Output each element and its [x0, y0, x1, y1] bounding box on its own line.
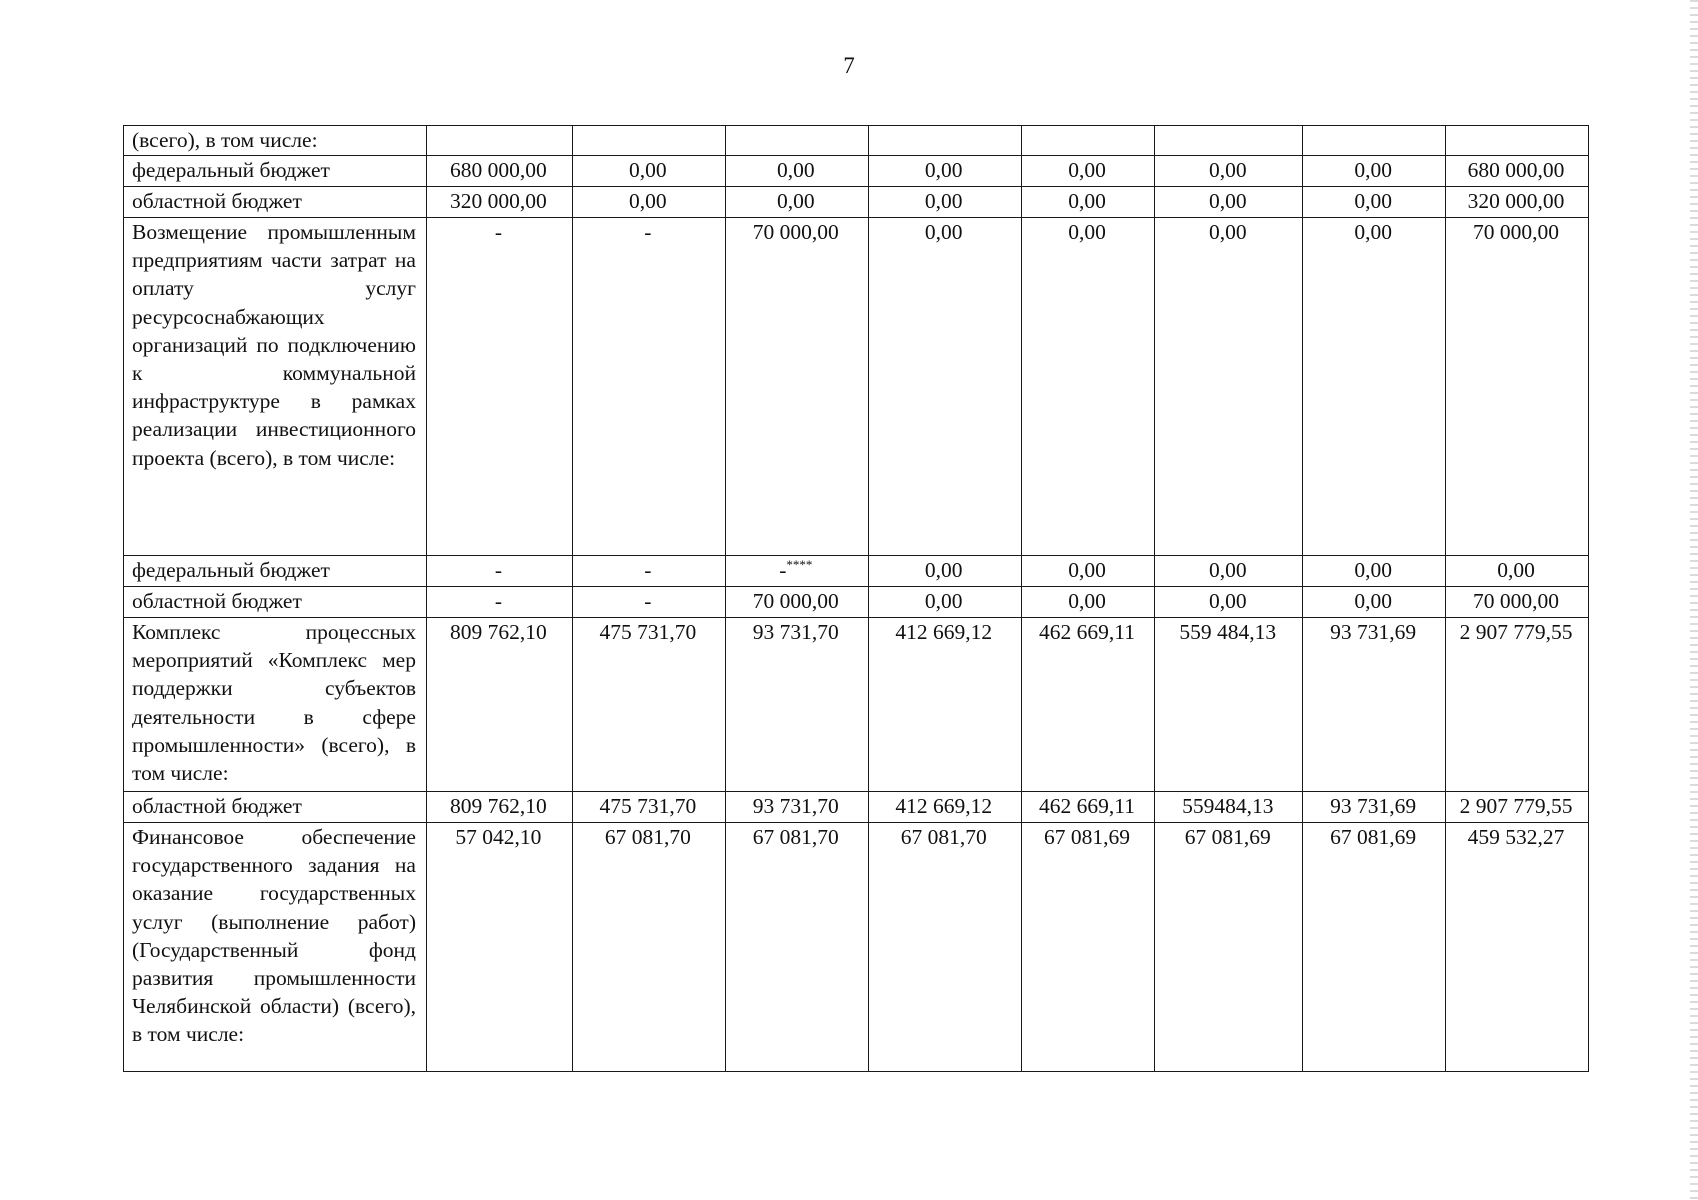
- cell-value: 0,00: [1155, 156, 1303, 187]
- cell-value: 67 081,69: [1303, 823, 1446, 1072]
- cell-value: [1446, 126, 1589, 156]
- cell-value: 0,00: [1303, 587, 1446, 618]
- cell-value: 67 081,70: [868, 823, 1021, 1072]
- cell-value: 0,00: [868, 187, 1021, 218]
- cell-value: 0,00: [1155, 556, 1303, 587]
- table-row: [124, 187, 1589, 218]
- cell-value: 93 731,69: [1303, 618, 1446, 792]
- cell-value: [572, 126, 725, 156]
- cell-value: 475 731,70: [572, 792, 725, 823]
- table-row: [124, 823, 1589, 1072]
- cell-value: 67 081,69: [1021, 823, 1155, 1072]
- table-row: [124, 156, 1589, 187]
- cell-value: 93 731,69: [1303, 792, 1446, 823]
- cell-value: [426, 126, 572, 156]
- table-row: [124, 792, 1589, 823]
- row-label: Финансовое обеспечение государственного задания на оказание государственных услуг (выполнение работ) (Государственный фонд развития промышленности Челябинской области) (всего), в том числе:: [124, 823, 427, 1072]
- cell-value: 475 731,70: [572, 618, 725, 792]
- cell-value: 0,00: [1021, 156, 1155, 187]
- cell-value: 70 000,00: [1446, 218, 1589, 556]
- footnote-mark: ****: [786, 556, 813, 572]
- cell-value: 70 000,00: [725, 218, 868, 556]
- cell-value: 67 081,70: [725, 823, 868, 1072]
- cell-value: 0,00: [1155, 218, 1303, 556]
- cell-value: 0,00: [1021, 587, 1155, 618]
- cell-value: -: [426, 556, 572, 587]
- scan-edge-artifact: [1690, 0, 1698, 1200]
- budget-table: [123, 125, 1589, 1072]
- cell-value: 680 000,00: [1446, 156, 1589, 187]
- table-row: [124, 556, 1589, 587]
- cell-value: 70 000,00: [1446, 587, 1589, 618]
- row-label: Комплекс процессных мероприятий «Комплекс мер поддержки субъектов деятельности в сфере промышленности» (всего), в том числе:: [124, 618, 427, 792]
- cell-value: 57 042,10: [426, 823, 572, 1072]
- cell-value: 0,00: [1303, 187, 1446, 218]
- cell-value: -: [779, 558, 787, 582]
- cell-value: 0,00: [1021, 556, 1155, 587]
- cell-value: -: [426, 587, 572, 618]
- cell-value: 320 000,00: [1446, 187, 1589, 218]
- cell-value: 0,00: [1446, 556, 1589, 587]
- cell-value: [868, 126, 1021, 156]
- cell-value: -: [572, 556, 725, 587]
- cell-value: 412 669,12: [868, 792, 1021, 823]
- cell-value: [1155, 126, 1303, 156]
- cell-value: 462 669,11: [1021, 792, 1155, 823]
- cell-value: 0,00: [1155, 187, 1303, 218]
- cell-value: 93 731,70: [725, 792, 868, 823]
- cell-value: 0,00: [1021, 218, 1155, 556]
- row-label: Возмещение промышленным предприятиям части затрат на оплату услуг ресурсоснабжающих организаций по подключению к коммунальной инфраструктуре в рамках реализации инвестиционного проекта (всего), в том числе:: [124, 218, 427, 556]
- row-label: (всего), в том числе:: [124, 126, 427, 156]
- cell-value: [1303, 126, 1446, 156]
- cell-value: [1021, 126, 1155, 156]
- row-label: областной бюджет: [124, 587, 427, 618]
- table-row: [124, 126, 1589, 156]
- cell-value: 0,00: [725, 187, 868, 218]
- cell-value: 0,00: [572, 187, 725, 218]
- cell-value: 0,00: [868, 218, 1021, 556]
- cell-value: 0,00: [1155, 587, 1303, 618]
- cell-value: -: [426, 218, 572, 556]
- cell-value: -: [572, 587, 725, 618]
- cell-value: 2 907 779,55: [1446, 618, 1589, 792]
- cell-value: 0,00: [1303, 218, 1446, 556]
- row-label: федеральный бюджет: [124, 156, 427, 187]
- row-label: областной бюджет: [124, 792, 427, 823]
- cell-value: 0,00: [1303, 156, 1446, 187]
- cell-value: 459 532,27: [1446, 823, 1589, 1072]
- cell-value: 0,00: [1303, 556, 1446, 587]
- cell-value: 320 000,00: [426, 187, 572, 218]
- cell-value-with-footnote: [725, 556, 868, 587]
- cell-value: 70 000,00: [725, 587, 868, 618]
- table-row: [124, 618, 1589, 792]
- page-number: 7: [843, 53, 855, 78]
- cell-value: 809 762,10: [426, 792, 572, 823]
- cell-value: 0,00: [868, 556, 1021, 587]
- cell-value: 0,00: [868, 156, 1021, 187]
- cell-value: 559 484,13: [1155, 618, 1303, 792]
- cell-value: 680 000,00: [426, 156, 572, 187]
- row-label: федеральный бюджет: [124, 556, 427, 587]
- cell-value: 0,00: [725, 156, 868, 187]
- table-row: [124, 587, 1589, 618]
- cell-value: 462 669,11: [1021, 618, 1155, 792]
- cell-value: 0,00: [572, 156, 725, 187]
- row-label: областной бюджет: [124, 187, 427, 218]
- cell-value: 809 762,10: [426, 618, 572, 792]
- cell-value: [725, 126, 868, 156]
- table-row: [124, 218, 1589, 556]
- cell-value: 93 731,70: [725, 618, 868, 792]
- cell-value: -: [572, 218, 725, 556]
- cell-value: 0,00: [1021, 187, 1155, 218]
- cell-value: 67 081,70: [572, 823, 725, 1072]
- cell-value: 2 907 779,55: [1446, 792, 1589, 823]
- cell-value: 0,00: [868, 587, 1021, 618]
- cell-value: 559484,13: [1155, 792, 1303, 823]
- cell-value: 412 669,12: [868, 618, 1021, 792]
- cell-value: 67 081,69: [1155, 823, 1303, 1072]
